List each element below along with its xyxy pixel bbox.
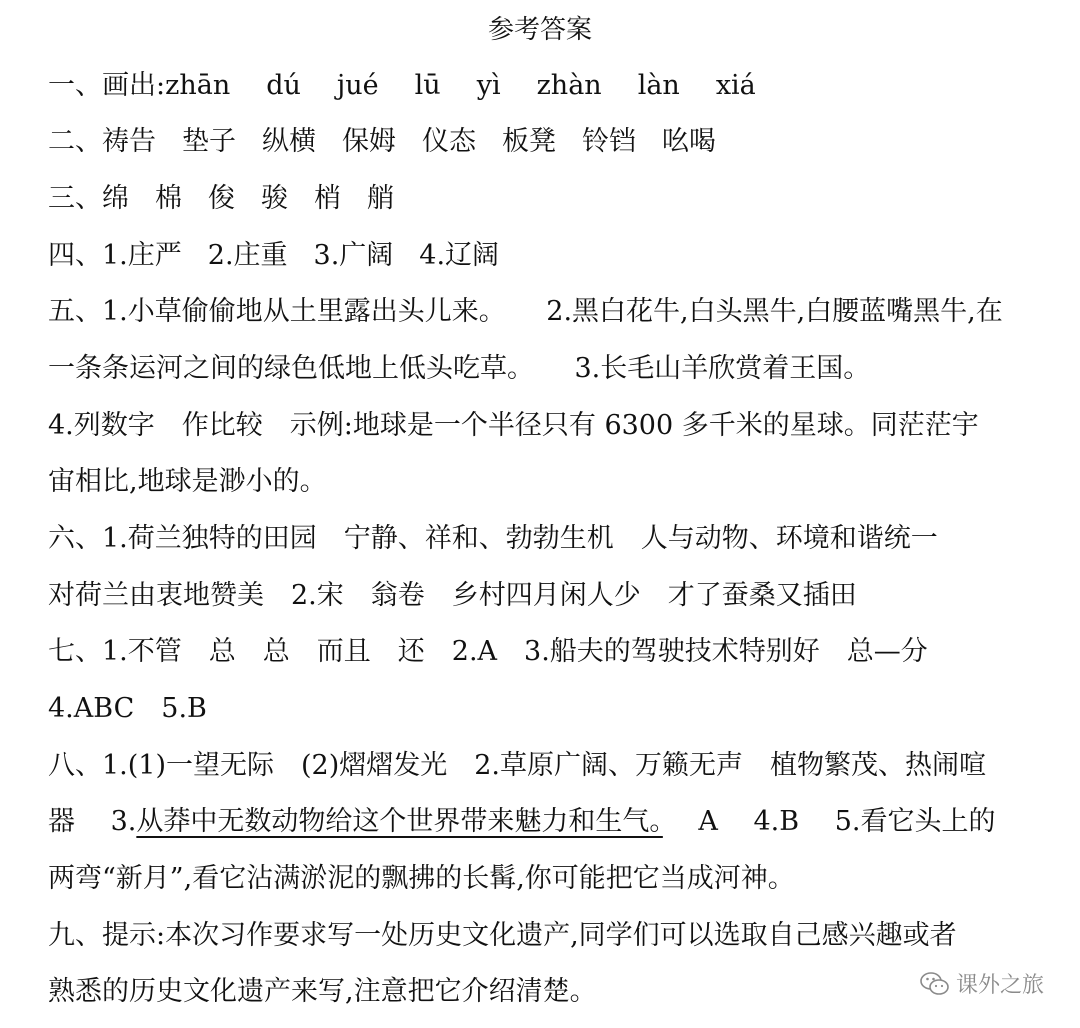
- answer-3-label: 三、: [48, 183, 102, 214]
- answer-6-line-2: 对荷兰由衷地赞美 2.宋 翁卷 乡村四月闲人少 才了蚕桑又插田: [48, 580, 857, 611]
- char-item: 艄: [367, 183, 394, 214]
- page-title: 参考答案: [487, 15, 592, 45]
- underlined-answer: 从莽中无数动物给这个世界带来魅力和生气。: [136, 806, 663, 837]
- word-item: 吆喝: [662, 126, 716, 157]
- word-item: 2.庄重: [207, 240, 288, 271]
- answer-1: [48, 66, 1040, 106]
- answer-7-line-2: 4.ABC 5.B: [48, 693, 207, 724]
- word-item: 祷告: [102, 126, 156, 157]
- answer-5-line-4: 宙相比,地球是渺小的。: [48, 466, 327, 497]
- pinyin-item: zhān: [165, 70, 231, 101]
- answer-7-line-1: 七、1.不管 总 总 而且 还 2.A 3.船夫的驾驶技术特别好 总—分: [48, 636, 928, 667]
- answer-5-line-3: 4.列数字 作比较 示例:地球是一个半径只有 6300 多千米的星球。同茫茫宇: [48, 410, 979, 441]
- watermark-text: 课外之旅: [955, 973, 1044, 998]
- answer-8-line-2-end: A 4.B 5.看它头上的: [662, 806, 996, 837]
- answer-1-label: 一、画出:: [48, 70, 166, 101]
- word-item: 仪态: [422, 126, 476, 157]
- word-item: 铃铛: [582, 126, 636, 157]
- word-item: 板凳: [502, 126, 556, 157]
- char-item: 棉: [155, 183, 182, 214]
- answer-8-line-2-start: 器 3.: [48, 806, 137, 837]
- answer-8-line-1: 八、1.(1)一望无际 (2)熠熠发光 2.草原广阔、万籁无声 植物繁茂、热闹喧: [48, 750, 987, 781]
- char-item: 绵: [102, 183, 129, 214]
- word-item: 4.辽阔: [419, 240, 500, 271]
- answer-4: [48, 236, 1040, 276]
- word-item: 保姆: [342, 126, 396, 157]
- answer-6-line-1: 六、1.荷兰独特的田园 宁静、祥和、勃勃生机 人与动物、环境和谐统一: [48, 523, 938, 554]
- answer-9-line-1: 九、提示:本次习作要求写一处历史文化遗产,同学们可以选取自己感兴趣或者: [48, 920, 957, 951]
- pinyin-item: zhàn: [536, 70, 602, 101]
- word-item: 纵横: [262, 126, 316, 157]
- char-item: 俊: [208, 183, 235, 214]
- pinyin-item: xiá: [715, 70, 756, 101]
- answer-2-label: 二、: [48, 126, 102, 157]
- wechat-icon: [920, 971, 950, 997]
- watermark: [920, 968, 1044, 999]
- answer-2: [48, 122, 1040, 162]
- answer-4-label: 四、: [48, 240, 102, 271]
- word-item: 垫子: [182, 126, 236, 157]
- pinyin-item: lū: [414, 70, 441, 101]
- pinyin-item: làn: [637, 70, 680, 101]
- answer-5-line-2: 一条条运河之间的绿色低地上低头吃草。 3.长毛山羊欣赏着王国。: [48, 353, 871, 384]
- answer-8-line-3: 两弯“新月”,看它沾满淤泥的飘拂的长髯,你可能把它当成河神。: [48, 863, 795, 894]
- char-item: 梢: [314, 183, 341, 214]
- answer-9-line-2: 熟悉的历史文化遗产来写,注意把它介绍清楚。: [48, 976, 597, 1007]
- pinyin-item: dú: [266, 70, 301, 101]
- pinyin-item: yì: [476, 70, 501, 101]
- word-item: 3.广阔: [313, 240, 394, 271]
- pinyin-item: jué: [336, 70, 379, 101]
- answer-3: [48, 179, 1040, 219]
- word-item: 1.庄严: [102, 240, 182, 271]
- char-item: 骏: [261, 183, 288, 214]
- answer-5-line-1: 五、1.小草偷偷地从土里露出头儿来。 2.黑白花牛,白头黑牛,白腰蓝嘴黑牛,在: [48, 296, 1003, 327]
- answer-8-line-2: [48, 802, 1040, 842]
